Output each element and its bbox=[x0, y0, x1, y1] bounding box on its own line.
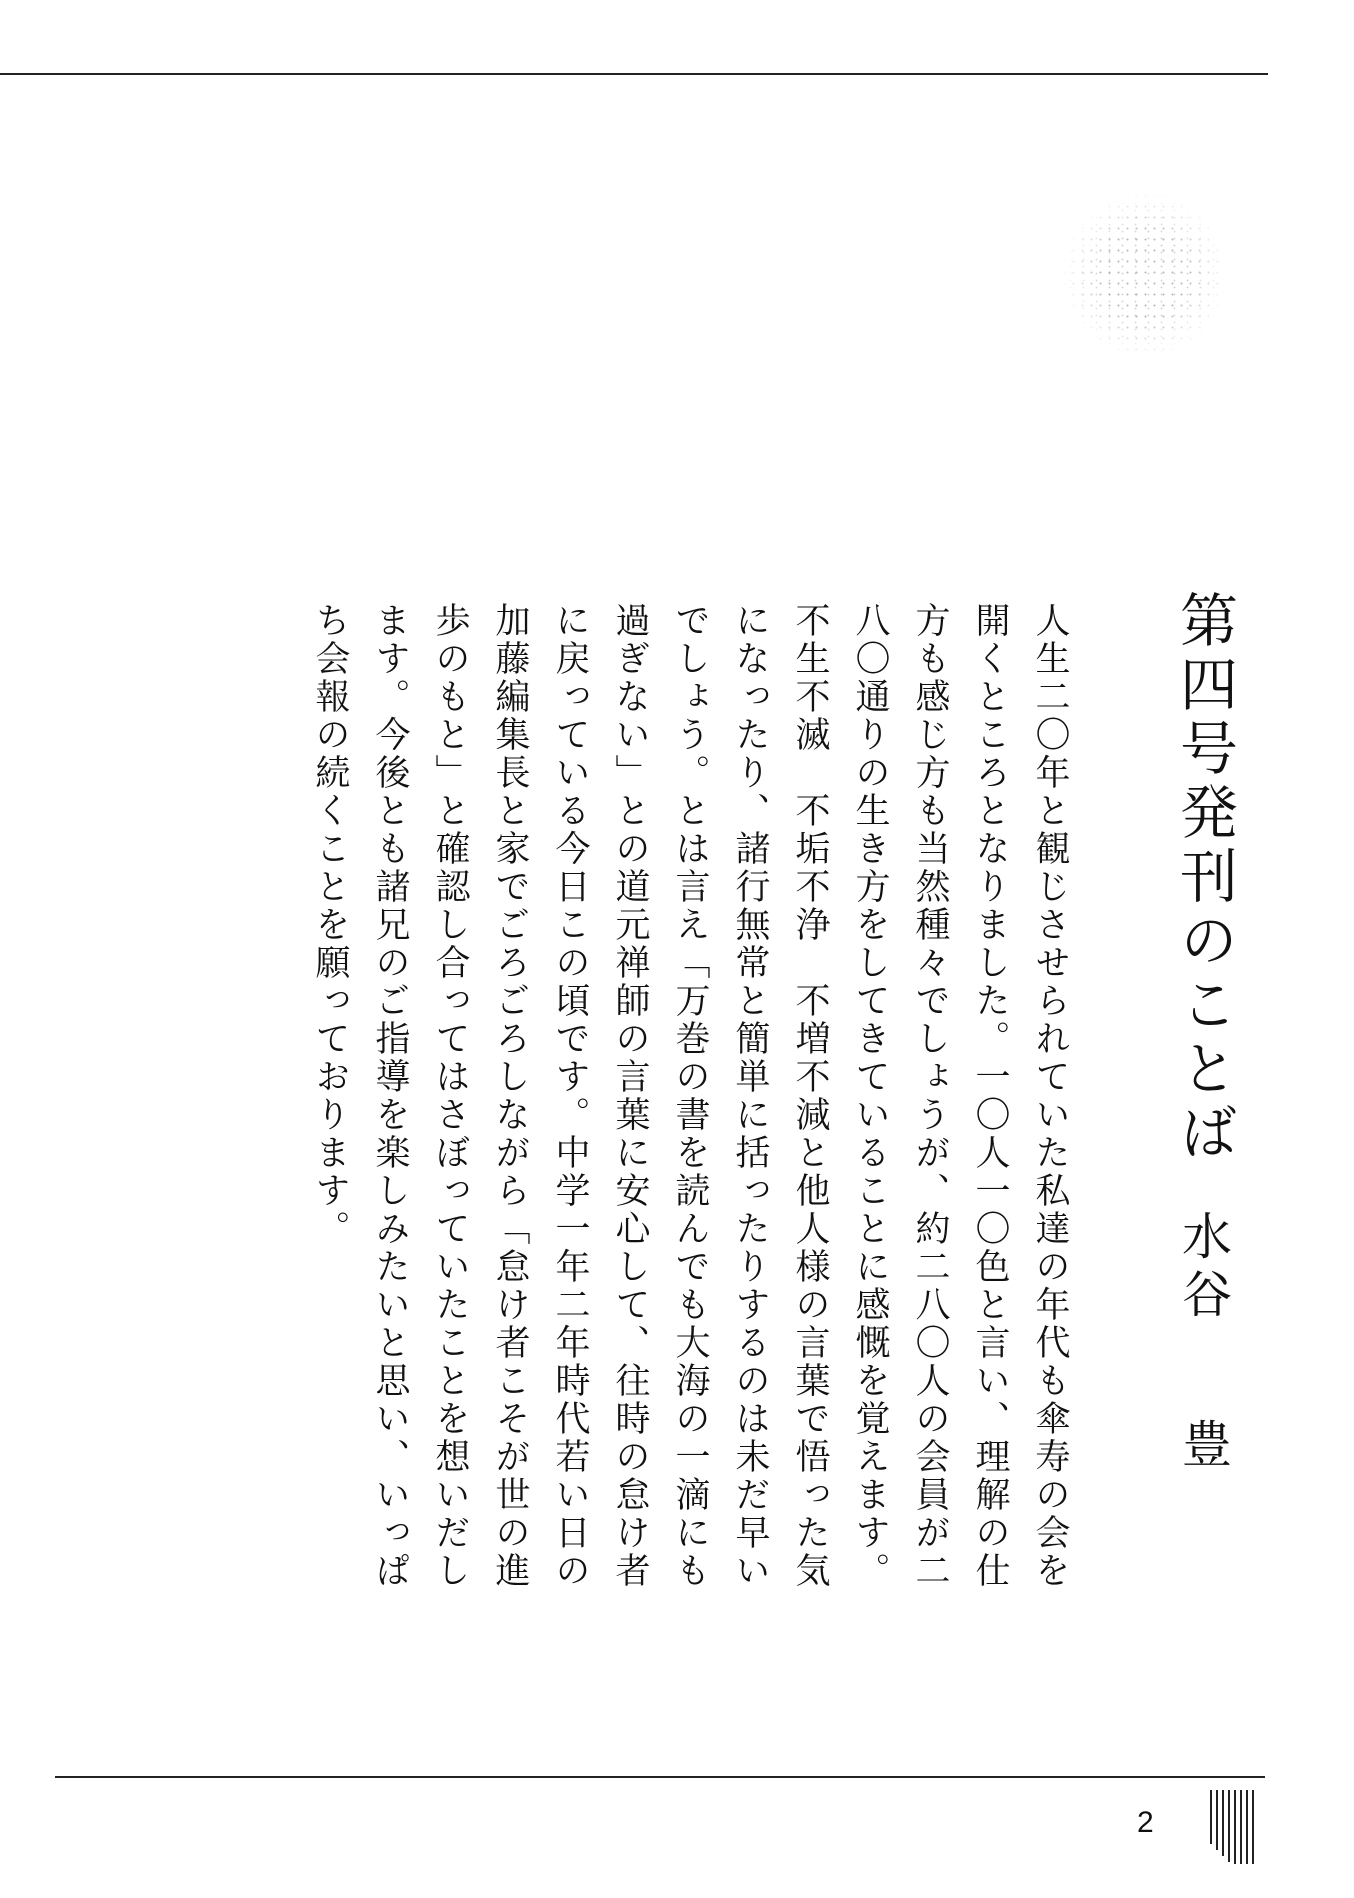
article-body bbox=[300, 602, 1080, 1602]
paragraph-1: 人生二〇年と観じさせられていた私達の年代も傘寿の会を開くところとなりました。一〇人一〇色と言い、理解の仕方も感じ方も当然種々でしょうが、約二八〇人の会員が二八〇通りの生き方をしてきていることに感慨を覚えます。 bbox=[850, 602, 1070, 1590]
edge-tab-marks bbox=[1210, 1790, 1254, 1864]
author-family-name: 水谷 bbox=[1174, 1210, 1232, 1326]
top-rule bbox=[0, 73, 1268, 75]
scan-speckle bbox=[1060, 190, 1230, 360]
article-title: 第四号発刊のことば bbox=[1170, 590, 1238, 1166]
author-name bbox=[1174, 1210, 1232, 1476]
author-given-name: 豊 bbox=[1174, 1418, 1232, 1476]
bottom-rule bbox=[55, 1776, 1265, 1778]
page-number: 2 bbox=[1137, 1806, 1154, 1839]
paragraph-2: 不生不滅 不垢不浄 不増不減と他人様の言葉で悟った気になったり、諸行無常と簡単に括ったりするのは未だ早いでしょう。とは言え「万巻の書を読んでも大海の一滴にも過ぎない」との道元禅師の言葉に安心して、往時の怠け者に戻っている今日この頃です。中学一年二年時代若い日の加藤編集長と家でごろごろしながら「怠け者こそが世の進歩のもと」と確認し合ってはさぼっていたことを想いだします。今後とも諸兄のご指導を楽しみたいと思い、いっぱち会報の続くことを願っております。 bbox=[310, 602, 830, 1590]
